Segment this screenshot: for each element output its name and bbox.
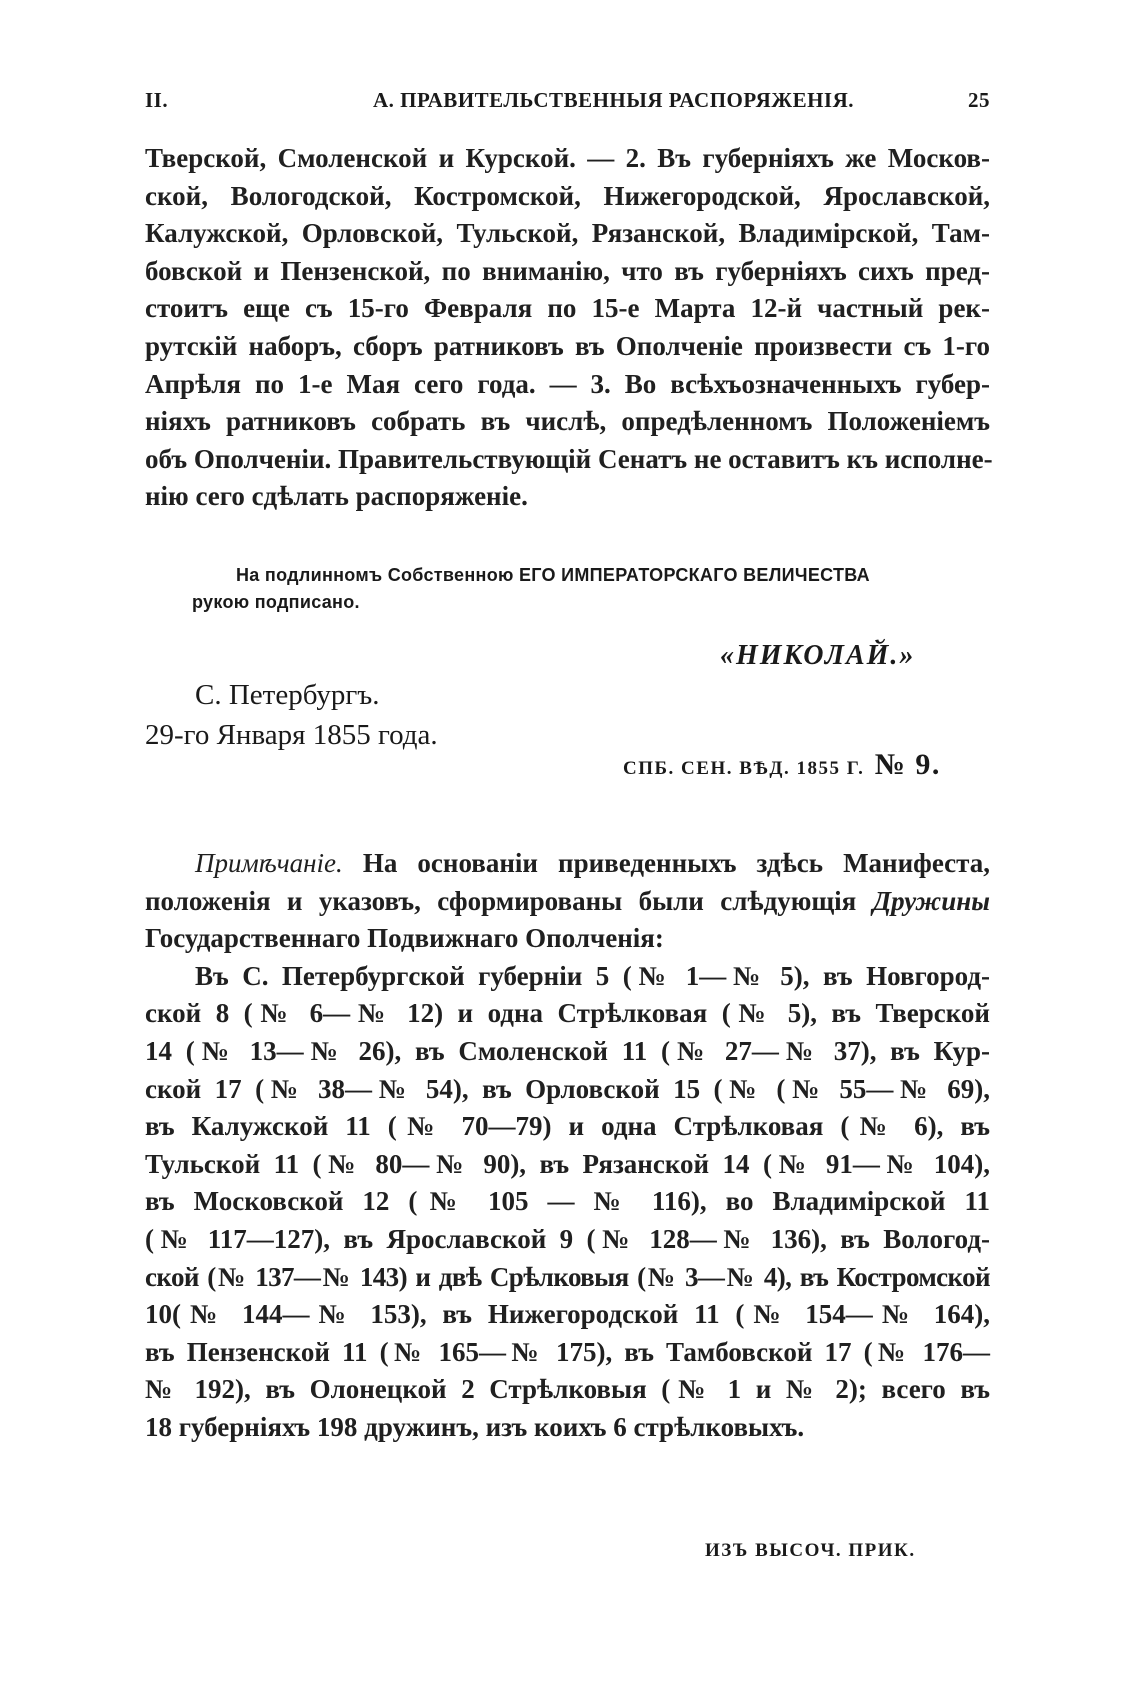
note-label: Примѣчаніе. bbox=[195, 848, 343, 878]
signature-note-line1: На подлинномъ Собственною ЕГО ИМПЕРАТОРСКАГО ВЕЛИЧЕСТВА bbox=[236, 565, 870, 585]
text-line: рутскій наборъ, сборъ ратниковъ въ Ополченіе произвести съ 1-го bbox=[145, 330, 990, 361]
main-paragraph bbox=[145, 140, 993, 516]
note-line-text: положенія и указовъ, сформированы были слѣдующія bbox=[145, 885, 857, 916]
source-text: СПБ. СЕН. ВѢД. 1855 Г. bbox=[623, 758, 865, 779]
place-and-date bbox=[145, 675, 438, 755]
text-line: бовской и Пензенской, по вниманію, что въ губерніяхъ сихъ пред- bbox=[145, 255, 990, 286]
note-line bbox=[145, 883, 990, 921]
section-number: II. bbox=[145, 88, 169, 112]
text-line: Апрѣля по 1-е Мая сего года. — 3. Во всѣхъозначенныхъ губер- bbox=[145, 368, 990, 399]
note-line: 10(№ 144—№ 153), въ Нижегородской 11 (№ 154—№ 164), bbox=[145, 1299, 990, 1330]
note-line bbox=[145, 845, 990, 883]
signatory-name: «НИКОЛАЙ.» bbox=[720, 640, 916, 671]
note-line: ской 17 (№ 38—№ 54), въ Орловской 15 (№ (№ 55—№ 69), bbox=[145, 1073, 990, 1104]
note-line: № 192), въ Олонецкой 2 Стрѣлковыя (№ 1 и № 2); всего въ bbox=[145, 1374, 990, 1405]
note-line: въ Калужской 11 (№ 70—79) и одна Стрѣлковая (№ 6), въ bbox=[145, 1111, 990, 1142]
note-line: въ Пензенской 11 (№ 165—№ 175), въ Тамбовской 17 (№ 176— bbox=[145, 1336, 990, 1367]
text-line: ніяхъ ратниковъ собрать въ числѣ, опредѣленномъ Положеніемъ bbox=[145, 406, 990, 437]
note-section bbox=[145, 845, 990, 1447]
note-line: ской 8 (№ 6—№ 12) и одна Стрѣлковая (№ 5), въ Тверской bbox=[145, 998, 990, 1029]
page-number: 25 bbox=[968, 88, 990, 112]
note-line: ской (№ 137—№ 143) и двѣ Срѣлковыя (№ 3—№ 4), въ Костромской bbox=[145, 1261, 990, 1292]
text-line: Тверской, Смоленской и Курской. — 2. Въ губерніяхъ же Москов- bbox=[145, 143, 990, 173]
section-title: А. ПРАВИТЕЛЬСТВЕННЫЯ РАСПОРЯЖЕНІЯ. bbox=[373, 88, 855, 112]
source-citation bbox=[623, 748, 941, 782]
note-italic-word: Дружины bbox=[872, 885, 990, 916]
signature-note-line2: рукою подписано. bbox=[192, 592, 360, 612]
text-line: ской, Вологодской, Костромской, Нижегородской, Ярославской, bbox=[145, 180, 990, 211]
note-source-citation: ИЗЪ ВЫСОЧ. ПРИК. bbox=[705, 1540, 916, 1561]
note-line: 18 губерніяхъ 198 дружинъ, изъ коихъ 6 стрѣлковыхъ. bbox=[145, 1411, 805, 1442]
note-line: Государственнаго Подвижнаго Ополченія: bbox=[145, 923, 664, 954]
note-line: 14 (№ 13—№ 26), въ Смоленской 11 (№ 27—№ 37), въ Кур- bbox=[145, 1035, 990, 1066]
text-line: объ Ополченіи. Правительствующій Сенатъ не оставитъ къ исполне- bbox=[145, 443, 993, 474]
note-line: Въ С. Петербургской губерніи 5 (№ 1—№ 5), въ Новгород- bbox=[195, 960, 990, 991]
text-line: нію сего сдѣлать распоряженіе. bbox=[145, 481, 528, 512]
note-line: Тульской 11 (№ 80—№ 90), въ Рязанской 14 (№ 91—№ 104), bbox=[145, 1148, 990, 1179]
note-line: (№ 117—127), въ Ярославской 9 (№ 128—№ 136), въ Вологод- bbox=[145, 1223, 990, 1254]
note-line-text: На основаніи приведенныхъ здѣсь Манифеста, bbox=[362, 848, 990, 878]
text-line: Калужской, Орловской, Тульской, Рязанской, Владимірской, Там- bbox=[145, 218, 990, 249]
place: С. Петербургъ. bbox=[195, 679, 380, 711]
text-line: стоитъ еще съ 15-го Февраля по 15-е Марта 12-й частный рек- bbox=[145, 293, 990, 324]
note-line: въ Московской 12 (№ 105 — № 116), во Владимірской 11 bbox=[145, 1186, 990, 1217]
running-header bbox=[145, 88, 990, 118]
date: 29-го Января 1855 года. bbox=[145, 719, 438, 751]
source-number: № 9. bbox=[874, 748, 941, 781]
